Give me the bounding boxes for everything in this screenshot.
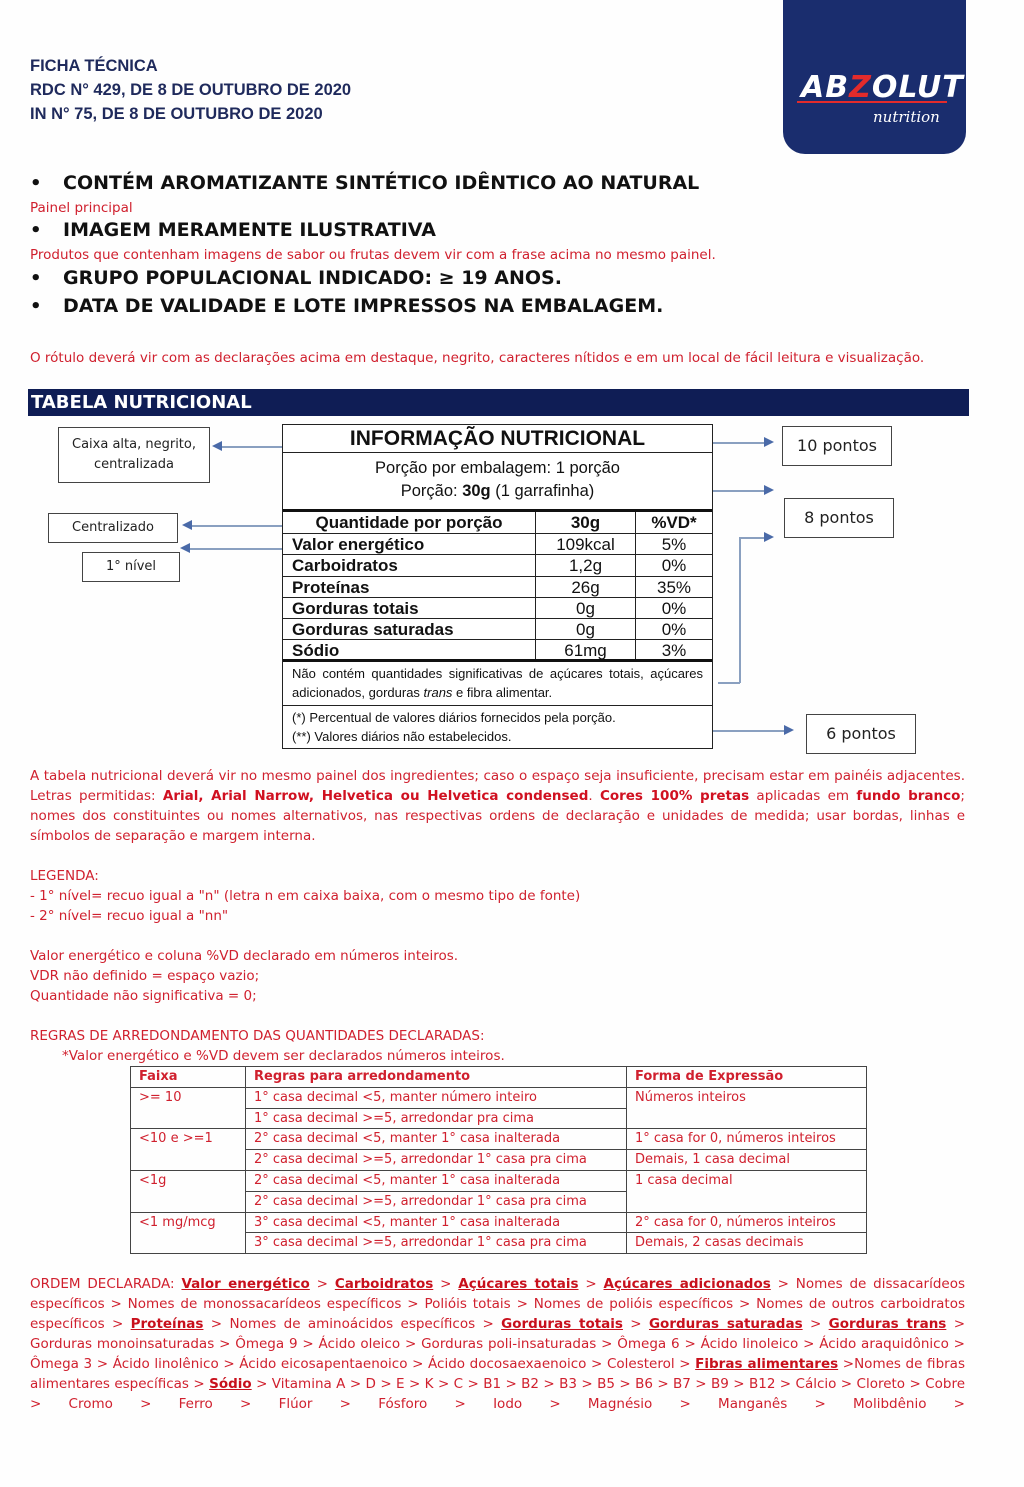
order-text: >	[802, 1316, 829, 1332]
order-key-nutrient: Proteínas	[130, 1316, 204, 1332]
bullet-validade: • DATA DE VALIDADE E LOTE IMPRESSOS NA EMBALAGEM.	[30, 295, 664, 317]
section-title-bar: TABELA NUTRICIONAL	[28, 389, 969, 416]
label-note: O rótulo deverá vir com as declarações acima em destaque, negrito, caracteres nítidos e em um local de fácil leitura e visualização.	[30, 350, 925, 366]
col-header-amount: 30g	[536, 512, 636, 533]
order-key-nutrient: Fibras alimentares	[695, 1356, 839, 1372]
arrow-right-icon	[764, 485, 774, 495]
order-key-nutrient: Açúcares totais	[458, 1276, 579, 1292]
nutrition-row: Gorduras saturadas 0g 0%	[283, 619, 712, 640]
order-key-nutrient: Gorduras totais	[501, 1316, 623, 1332]
portion-per-package: Porção por embalagem: 1 porção	[375, 459, 620, 477]
nutrition-row: Carboidratos 1,2g 0%	[283, 555, 712, 576]
arrow-left-icon	[182, 520, 192, 530]
order-key-nutrient: Gorduras trans	[828, 1316, 947, 1332]
table-rules-paragraph: A tabela nutricional deverá vir no mesmo painel dos ingredientes; caso o espaço seja insuficiente, precisam estar em painéis adjacentes. Letras permitidas: Arial, Arial Narrow, Helvetica ou Helvetica condensed. Cores 100% pretas aplicadas em fundo branco; nomes dos constituintes ou nomes alternativos, nas respectivas ordens de declaração e unidades de medida; usar bordas, linhas e símbolos de separação e margem interna.	[30, 768, 965, 844]
rounding-row: <10 e >=1 2° casa decimal <5, manter 1° casa inalterada 1° casa for 0, números inteiros	[131, 1129, 867, 1150]
rounding-row: <1g 2° casa decimal <5, manter 1° casa inalterada 1 casa decimal	[131, 1170, 867, 1191]
bullet-aromatizante: • CONTÉM AROMATIZANTE SINTÉTICO IDÊNTICO AO NATURAL	[30, 172, 700, 194]
nutrition-facts-table	[282, 424, 713, 749]
rounding-row: 2° casa decimal >=5, arredondar 1° casa pra cima Demais, 1 casa decimal	[131, 1150, 867, 1171]
note-item: VDR não definido = espaço vazio;	[30, 968, 260, 984]
callout-caixa-alta: Caixa alta, negrito, centralizada	[58, 427, 210, 483]
rounding-rules-table	[130, 1066, 867, 1254]
order-text: >	[433, 1276, 459, 1292]
document-header	[30, 54, 351, 126]
order-key-nutrient: Sódio	[209, 1376, 252, 1392]
order-text: > Gorduras monoinsaturadas > Ômega 9 > Ácido oleico > Gorduras poli-insaturadas > Ômega 6 > Ácido linoleico > Ácido araquidônico > Ômega 3 > Ácido linolênico > Ácido eicosapentaenoico > Ácido docosaexaenoico > Colesterol >	[30, 1316, 966, 1372]
arrow-left-icon	[212, 441, 222, 451]
rounding-row: <1 mg/mcg 3° casa decimal <5, manter 1° casa inalterada 2° casa for 0, números inteiros	[131, 1212, 867, 1233]
declaration-order	[30, 1274, 965, 1414]
order-text: >	[578, 1276, 604, 1292]
bullet-imagem: • IMAGEM MERAMENTE ILUSTRATIVA	[30, 219, 436, 241]
note-item: Valor energético e coluna %VD declarado em números inteiros.	[30, 948, 459, 964]
logo-subtitle: nutrition	[873, 108, 940, 126]
nutrition-row: Proteínas 26g 35%	[283, 577, 712, 598]
bullet-icon: •	[30, 267, 42, 289]
nutrition-footnote-insignificant: Não contém quantidades significativas de açúcares totais, açúcares adicionados, gorduras trans e fibra alimentar.	[283, 662, 712, 706]
callout-10-pontos: 10 pontos	[782, 426, 892, 466]
callout-6-pontos: 6 pontos	[806, 714, 916, 754]
bullet-icon: •	[30, 295, 42, 317]
header-in: IN N° 75, DE 8 DE OUTUBRO DE 2020	[30, 105, 323, 123]
order-text: >	[309, 1276, 335, 1292]
order-key-nutrient: Açúcares adicionados	[603, 1276, 771, 1292]
note-item: Quantidade não significativa = 0;	[30, 988, 257, 1004]
nutrition-title: INFORMAÇÃO NUTRICIONAL	[283, 425, 712, 453]
header-rdc: RDC N° 429, DE 8 DE OUTUBRO DE 2020	[30, 81, 352, 99]
rounding-row: >= 10 1° casa decimal <5, manter número inteiro Números inteiros	[131, 1087, 867, 1108]
order-key-nutrient: Valor energético	[181, 1276, 310, 1292]
bullet-grupo: • GRUPO POPULACIONAL INDICADO: ≥ 19 ANOS.	[30, 267, 562, 289]
order-key-nutrient: Gorduras saturadas	[648, 1316, 803, 1332]
brand-logo	[783, 0, 966, 154]
arrow-line	[192, 525, 282, 527]
callout-centralizado: Centralizado	[48, 513, 178, 543]
order-text: > Vitamina A > D > E > K > C > B1 > B2 > B3 > B5 > B6 > B7 > B9 > B12 > Cálcio > Cloreto > Cobre > Cromo > Ferro > Flúor > Fósforo > Iodo > Magnésio > Manganês > Molibdênio >	[30, 1376, 965, 1412]
arrow-right-icon	[764, 532, 774, 542]
callout-8-pontos: 8 pontos	[784, 498, 894, 538]
portion-info	[283, 453, 712, 512]
nutrition-row: Valor energético 109kcal 5%	[283, 534, 712, 555]
header-title: FICHA TÉCNICA	[30, 57, 158, 75]
order-label: ORDEM DECLARADA:	[30, 1276, 182, 1292]
nutrition-row: Gorduras totais 0g 0%	[283, 598, 712, 619]
rounding-row: 2° casa decimal >=5, arredondar 1° casa pra cima	[131, 1191, 867, 1212]
col-header-nutrient: Quantidade por porção	[283, 512, 536, 533]
note-imagens: Produtos que contenham imagens de sabor ou frutas devem vir com a frase acima no mesmo painel.	[30, 247, 716, 263]
rounding-header-row: Faixa Regras para arredondamento Forma de Expressão	[131, 1067, 867, 1088]
legend	[30, 866, 580, 926]
order-key-nutrient: Carboidratos	[334, 1276, 434, 1292]
arrow-line	[718, 682, 740, 684]
legend-item: - 1° nível= recuo igual a "n" (letra n em caixa baixa, com o mesmo tipo de fonte)	[30, 888, 581, 904]
declaration-notes	[30, 946, 458, 1006]
arrow-right-icon	[784, 725, 794, 735]
rounding-subtitle: *Valor energético e %VD devem ser declarados números inteiros.	[62, 1048, 505, 1064]
note-painel: Painel principal	[30, 200, 133, 216]
rounding-row: 3° casa decimal >=5, arredondar 1° casa pra cima Demais, 2 casas decimais	[131, 1233, 867, 1254]
legend-item: - 2° nível= recuo igual a "nn"	[30, 908, 229, 924]
order-text: >Nomes de fibras alimentares específicas >	[30, 1356, 965, 1392]
arrow-line	[190, 548, 282, 550]
arrow-line	[739, 537, 741, 683]
arrow-line	[739, 537, 766, 539]
order-text: > Nomes de dissacarídeos específicos > Nomes de monossacarídeos específicos > Polióis totais > Nomes de polióis específicos > Nomes de outros carboidratos específicos >	[30, 1276, 966, 1332]
portion-size: Porção: 30g (1 garrafinha)	[400, 482, 595, 500]
legend-title: LEGENDA:	[30, 868, 99, 884]
arrow-left-icon	[180, 543, 190, 553]
col-header-vd: %VD*	[651, 513, 697, 532]
callout-primeiro-nivel: 1° nível	[82, 552, 180, 582]
nutrition-row: Sódio 61mg 3%	[283, 640, 712, 661]
order-text: > Nomes de aminoácidos específicos >	[203, 1316, 502, 1332]
rounding-row: 1° casa decimal >=5, arredondar pra cima	[131, 1108, 867, 1129]
rounding-title: REGRAS DE ARREDONDAMENTO DAS QUANTIDADES DECLARADAS:	[30, 1028, 485, 1044]
lightning-z-icon: Z	[849, 70, 872, 105]
nutrition-header-row	[283, 512, 712, 534]
bullet-icon: •	[30, 219, 42, 241]
order-text: >	[622, 1316, 649, 1332]
arrow-right-icon	[764, 437, 774, 447]
bullet-icon: •	[30, 172, 42, 194]
nutrition-footnote-vd: (*) Percentual de valores diários fornecidos pela porção. (**) Valores diários não estabelecidos.	[292, 709, 616, 744]
order-sequence	[30, 1276, 965, 1412]
logo-wordmark: ABZOLUT	[801, 70, 964, 105]
